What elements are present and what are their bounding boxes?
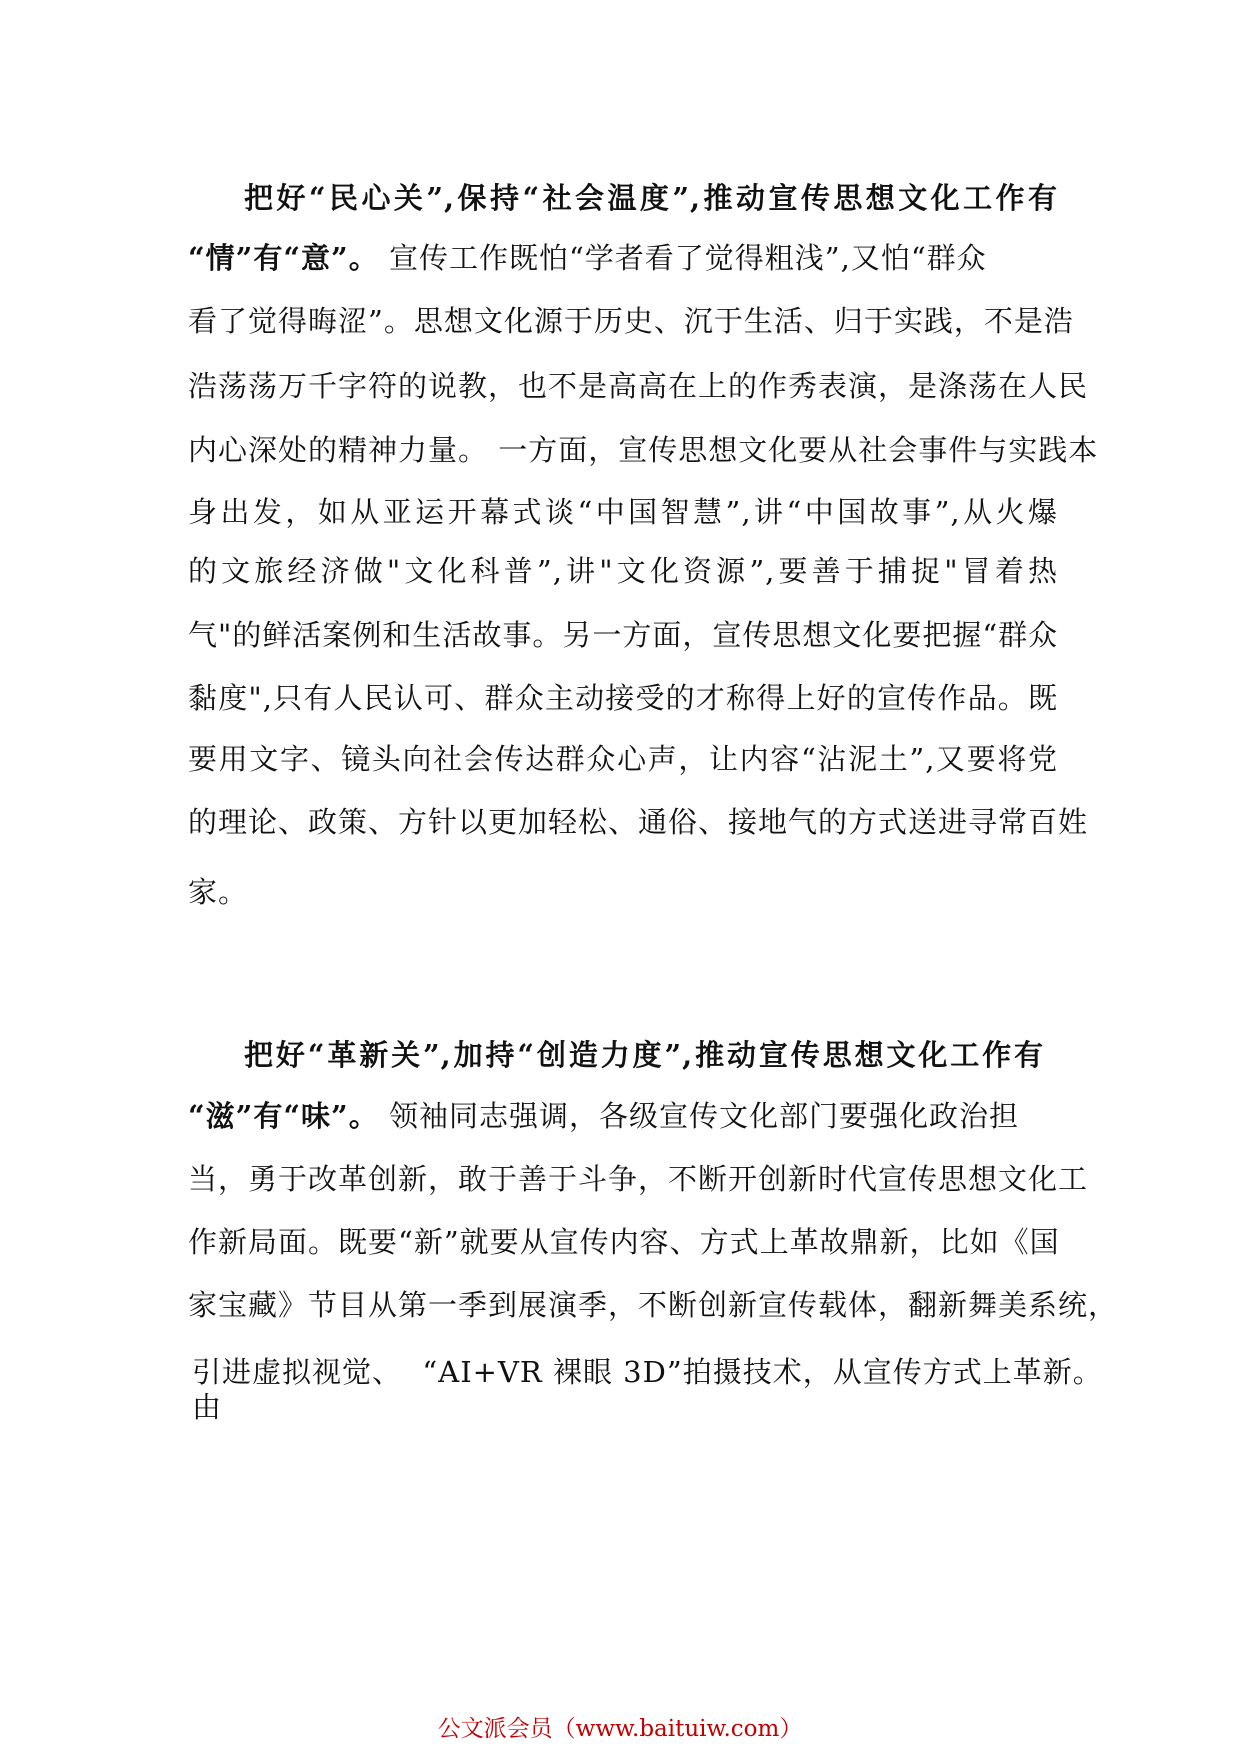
section1-line-5: 内心深处的精神力量。 一方面，宣传思想文化要从社会事件与实践本 xyxy=(188,433,1099,467)
section1-line-9: 黏度",只有人民认可、群众主动接受的才称得上好的宣传作品。既 xyxy=(188,681,1058,715)
section2-line-2 xyxy=(188,1098,1058,1134)
section1-heading-end: “情”有“意”。 xyxy=(188,241,379,275)
section1-line-2 xyxy=(188,240,1058,276)
section1-line-8: 气"的鲜活案例和生活故事。另一方面，宣传思想文化要把握“群众 xyxy=(188,618,1059,652)
section1-line-10: 要用文字、镜头向社会传达群众心声，让内容“沾泥土”,又要将党 xyxy=(188,742,1058,776)
section2-line-5: 家宝藏》节目从第一季到展演季，不断创新宣传载体，翻新舞美系统， xyxy=(188,1288,1119,1322)
section2-line-7: 由 xyxy=(192,1390,223,1424)
section1-line-7: 的文旅经济做"文化科普”,讲"文化资源”,要善于捕捉"冒着热 xyxy=(188,554,1058,588)
section1-line-12: 家。 xyxy=(188,875,249,909)
section2-line-4: 作新局面。既要“新”就要从宣传内容、方式上革故鼎新，比如《国 xyxy=(188,1225,1060,1259)
section1-body-start: 宣传工作既怕“学者看了觉得粗浅”,又怕“群众 xyxy=(378,241,987,275)
section2-line-3: 当，勇于改革创新，敢于善于斗争，不断开创新时代宣传思想文化工 xyxy=(188,1162,1089,1196)
section1-line-4: 浩荡荡万千字符的说教，也不是高高在上的作秀表演，是涤荡在人民 xyxy=(188,369,1089,403)
section1-heading-line: 把好“民心关”,保持“社会温度”,推动宣传思想文化工作有 xyxy=(244,181,1058,215)
section2-body-start: 领袖同志强调，各级宣传文化部门要强化政治担 xyxy=(378,1099,1019,1133)
section1-line-11: 的理论、政策、方针以更加轻松、通俗、接地气的方式送进寻常百姓 xyxy=(188,805,1089,839)
section1-line-3: 看了觉得晦涩”。思想文化源于历史、沉于生活、归于实践，不是浩 xyxy=(188,304,1074,338)
section2-line-6: 引进虚拟视觉、 “AI+VR 裸眼 3D”拍摄技术，从宣传方式上革新。 xyxy=(192,1355,1103,1389)
footer-source-link[interactable]: 公文派会员（www.baituiw.com） xyxy=(437,1716,803,1742)
section2-heading-line: 把好“革新关”,加持“创造力度”,推动宣传思想文化工作有 xyxy=(244,1038,1044,1072)
section2-heading-end: “滋”有“味”。 xyxy=(188,1099,379,1133)
section1-line-6: 身出发，如从亚运开幕式谈“中国智慧”,讲“中国故事”,从火爆 xyxy=(188,495,1058,529)
